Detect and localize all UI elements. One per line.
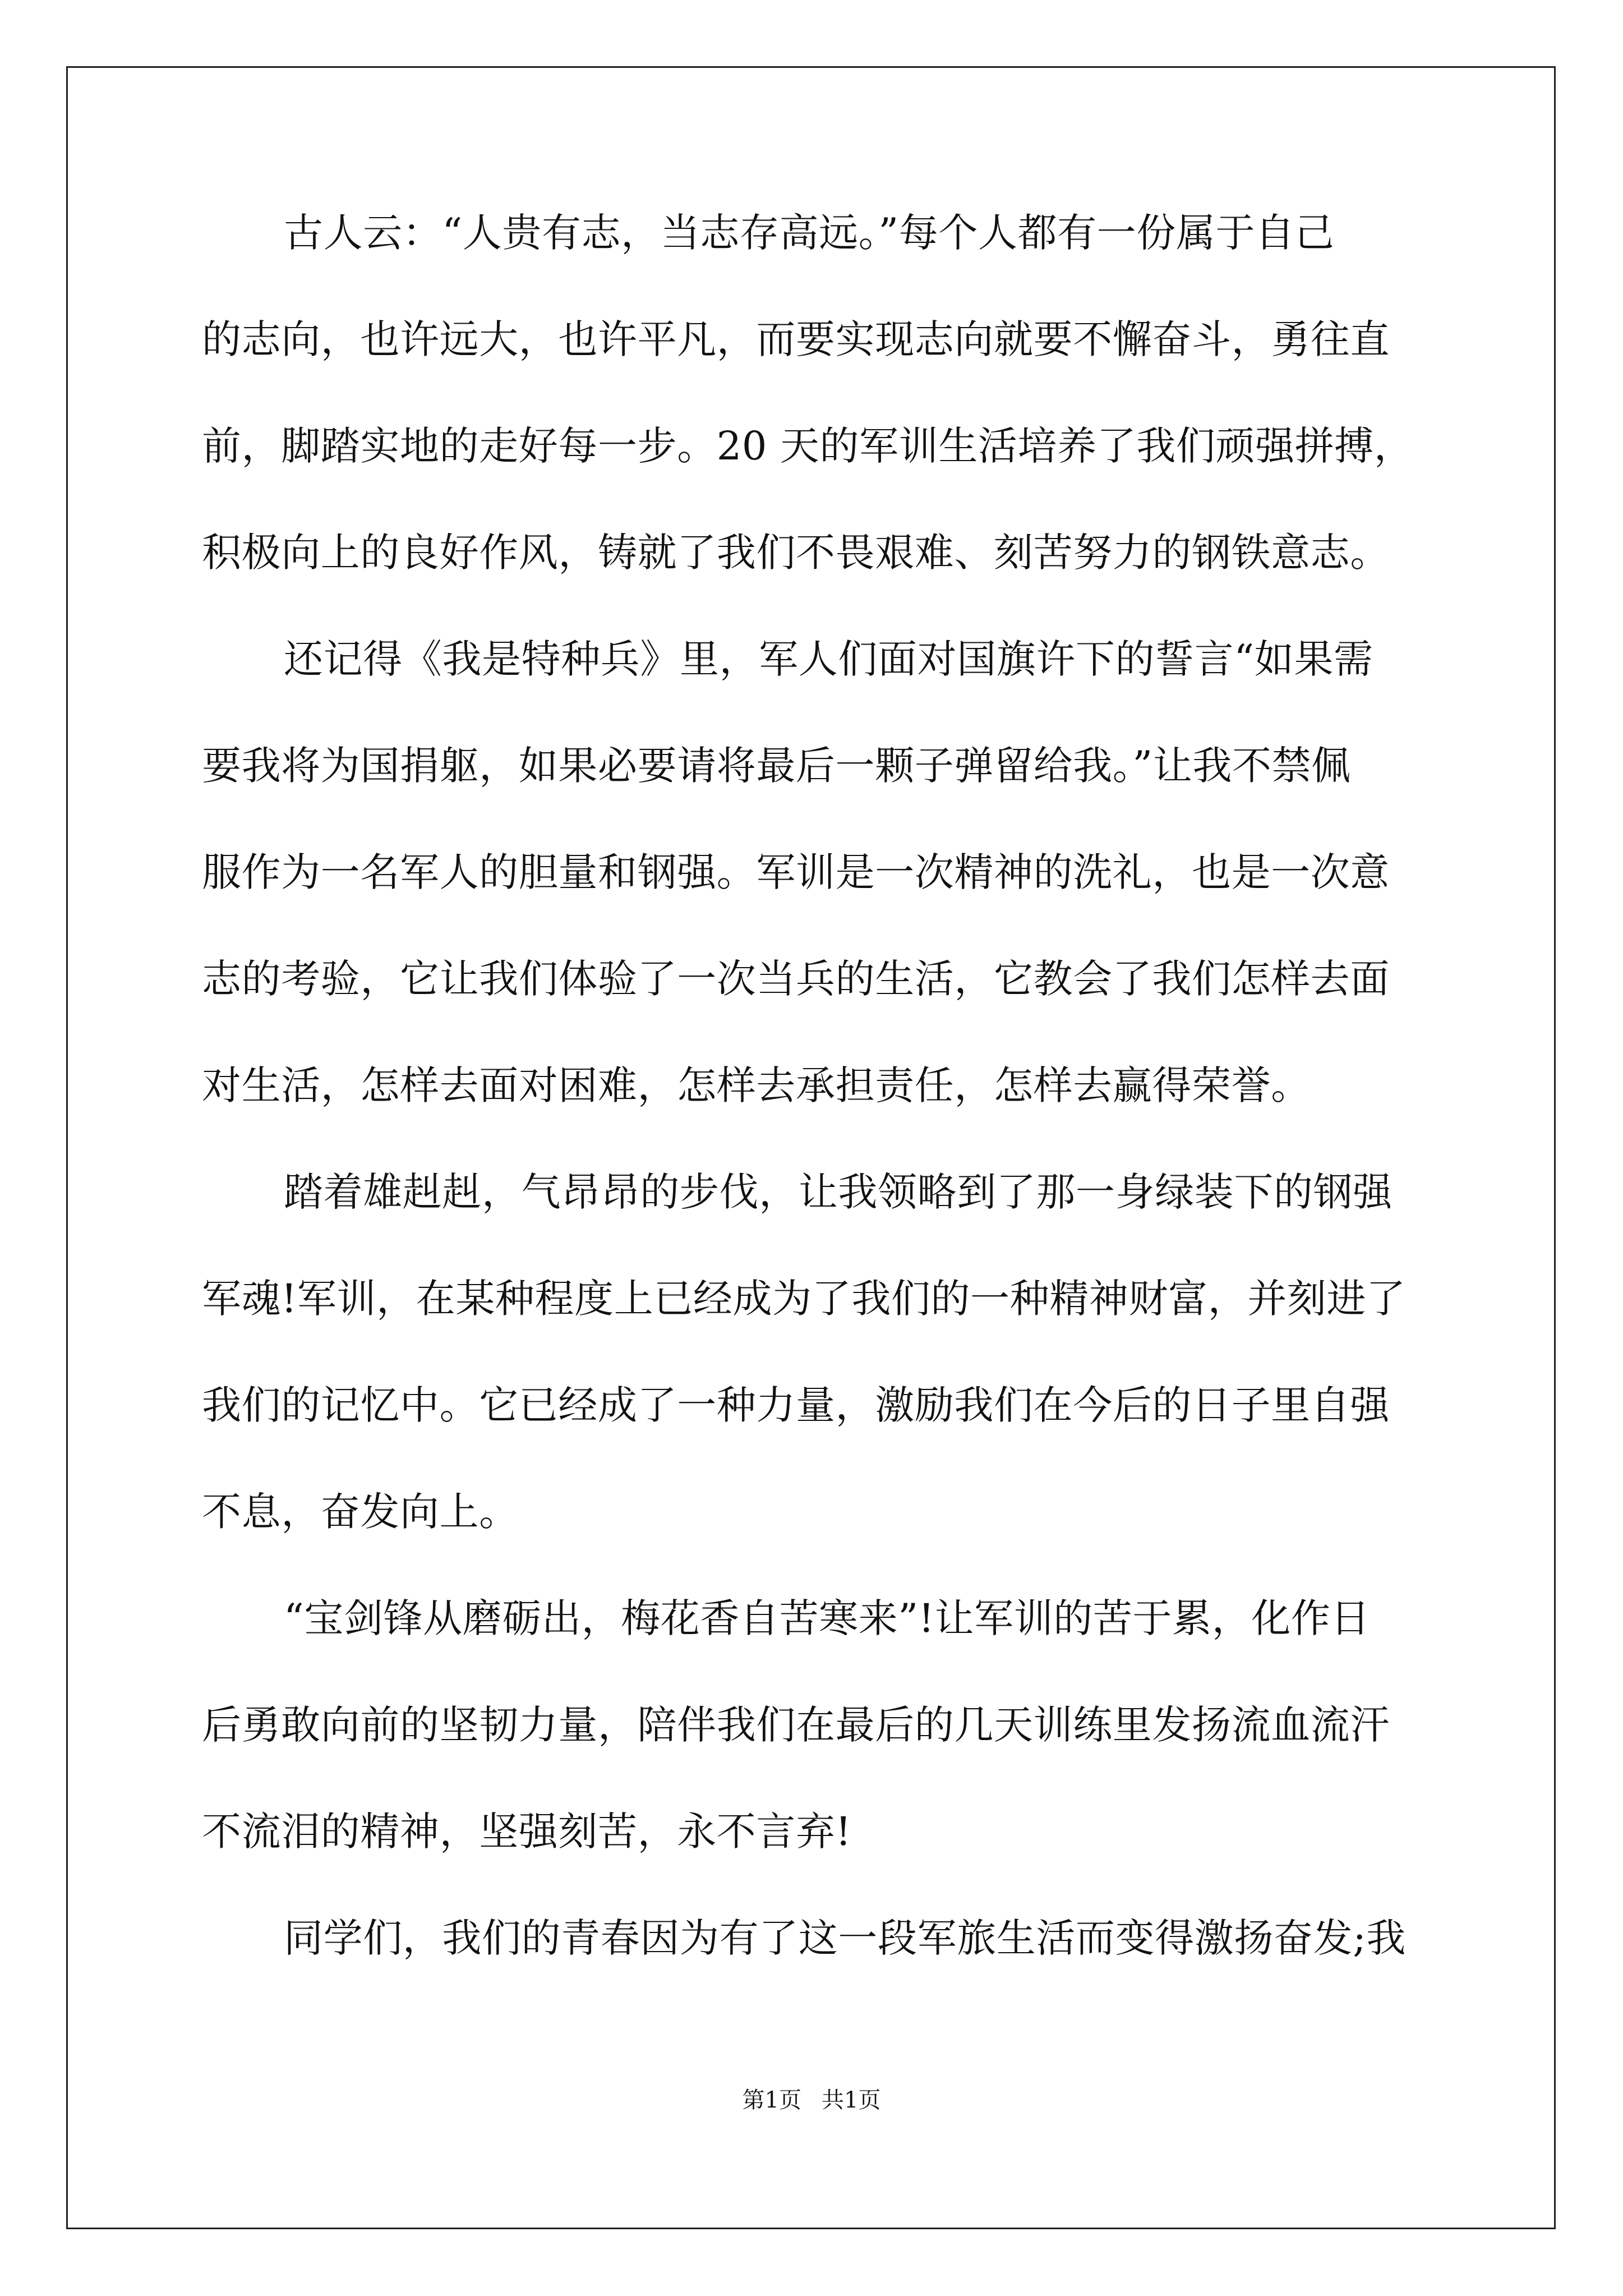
page-number: 第1页 xyxy=(742,2087,801,2113)
text-line: “宝剑锋从磨砺出，梅花香自苦寒来”!让军训的苦于累，化作日 xyxy=(284,1595,1371,1641)
text-line: 同学们，我们的青春因为有了这一段军旅生活而变得激扬奋发;我 xyxy=(284,1915,1406,1961)
text-line: 积极向上的良好作风，铸就了我们不畏艰难、刻苦努力的钢铁意志。 xyxy=(202,530,1390,576)
text-line: 的志向，也许远大，也许平凡，而要实现志向就要不懈奋斗，勇往直 xyxy=(202,316,1390,362)
page-footer xyxy=(0,2087,1623,2114)
text-line: 对生活，怎样去面对困难，怎样去承担责任，怎样去赢得荣誉。 xyxy=(202,1062,1311,1108)
text-line: 不流泪的精神，坚强刻苦，永不言弃! xyxy=(202,1809,852,1855)
text-line: 还记得《我是特种兵》里，军人们面对国旗许下的誓言“如果需 xyxy=(284,636,1373,682)
text-line: 前，脚踏实地的走好每一步。20 天的军训生活培养了我们顽强拼搏， xyxy=(202,423,1414,469)
page-total: 共1页 xyxy=(822,2087,881,2113)
text-line: 不息，奋发向上。 xyxy=(202,1489,519,1535)
text-line: 古人云：“人贵有志，当志存高远。”每个人都有一份属于自己 xyxy=(284,210,1335,256)
text-line: 服作为一名军人的胆量和钢强。军训是一次精神的洗礼，也是一次意 xyxy=(202,849,1390,895)
text-line: 我们的记忆中。它已经成了一种力量，激励我们在今后的日子里自强 xyxy=(202,1382,1390,1428)
text-line: 后勇敢向前的坚韧力量，陪伴我们在最后的几天训练里发扬流血流汗 xyxy=(202,1702,1390,1748)
document-body xyxy=(202,206,1424,2018)
text-line: 要我将为国捐躯，如果必要请将最后一颗子弹留给我。”让我不禁佩 xyxy=(202,743,1351,789)
text-line: 志的考验，它让我们体验了一次当兵的生活，它教会了我们怎样去面 xyxy=(202,956,1390,1002)
text-line: 军魂!军训，在某种程度上已经成为了我们的一种精神财富，并刻进了 xyxy=(202,1276,1406,1322)
text-line: 踏着雄赳赳，气昂昂的步伐，让我领略到了那一身绿装下的钢强 xyxy=(284,1169,1393,1215)
